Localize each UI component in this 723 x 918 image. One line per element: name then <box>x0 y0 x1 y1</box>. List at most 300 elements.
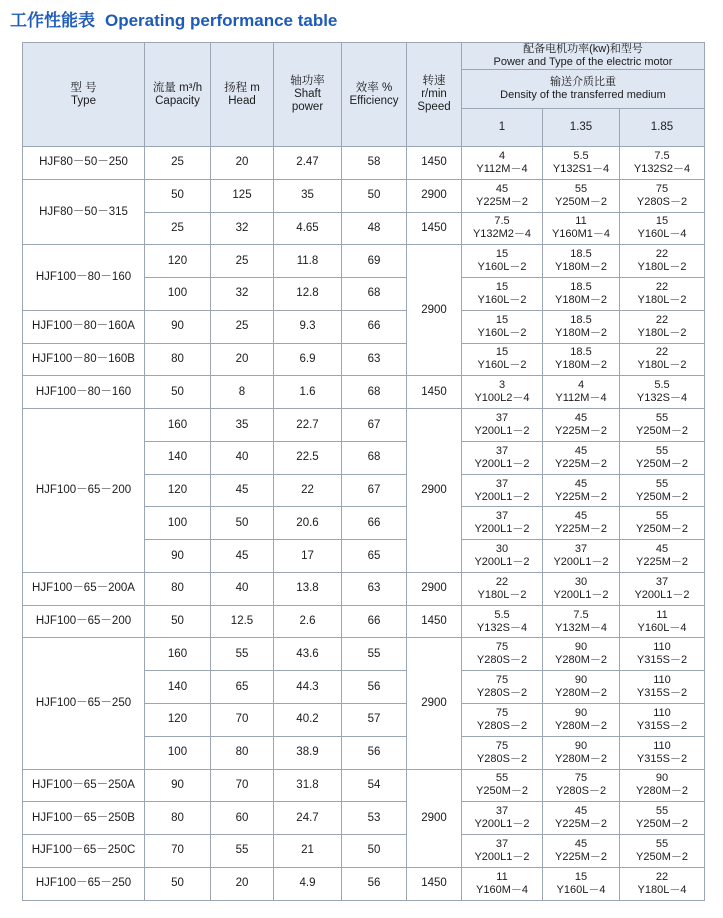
motor-cell <box>620 409 705 442</box>
motor-cell <box>543 409 620 442</box>
motor-cell <box>543 835 620 868</box>
motor-power: 7.5 <box>573 608 589 621</box>
model-cell: HJF100－80－160 <box>23 245 145 311</box>
motor-power: 18.5 <box>570 313 592 326</box>
shaft-power-cell: 22.7 <box>274 409 342 442</box>
motor-power: 11 <box>496 870 508 883</box>
motor-cell <box>543 376 620 409</box>
motor-model: Y180L－4 <box>637 883 687 896</box>
motor-power: 110 <box>653 674 671 687</box>
table-row <box>23 572 705 605</box>
motor-cell <box>543 474 620 507</box>
motor-cell <box>462 441 543 474</box>
motor-model: Y280M－2 <box>555 687 607 700</box>
motor-cell <box>543 802 620 835</box>
header-efficiency: 效率 % Efficiency <box>342 43 407 147</box>
motor-power: 55 <box>574 182 588 195</box>
motor-cell <box>462 605 543 638</box>
header-density: 输送介质比重 Density of the transferred medium <box>462 70 705 109</box>
motor-power: 110 <box>653 706 671 719</box>
capacity-cell: 120 <box>145 474 211 507</box>
head-cell: 25 <box>211 310 274 343</box>
motor-cell <box>620 310 705 343</box>
head-cell: 60 <box>211 802 274 835</box>
efficiency-cell: 48 <box>342 212 407 245</box>
shaft-power-cell: 2.47 <box>274 147 342 180</box>
efficiency-cell: 56 <box>342 867 407 900</box>
motor-model: Y200L1－2 <box>474 523 530 536</box>
head-cell: 70 <box>211 769 274 802</box>
shaft-power-cell: 4.65 <box>274 212 342 245</box>
motor-cell <box>462 802 543 835</box>
motor-model: Y132M－4 <box>555 621 607 634</box>
motor-power: 55 <box>655 477 669 490</box>
capacity-cell: 90 <box>145 769 211 802</box>
motor-model: Y180M－2 <box>555 326 607 339</box>
header-type: 型 号 Type <box>23 43 145 147</box>
motor-model: Y225M－2 <box>476 195 528 208</box>
table-row <box>23 638 705 671</box>
speed-cell: 2900 <box>407 769 462 867</box>
model-cell: HJF100－65－200 <box>23 605 145 638</box>
speed-cell: 2900 <box>407 245 462 376</box>
motor-model: Y180L－2 <box>637 359 687 372</box>
speed-cell: 1450 <box>407 867 462 900</box>
motor-power: 45 <box>495 182 509 195</box>
header-capacity: 流量 m³/h Capacity <box>145 43 211 147</box>
shaft-power-cell: 38.9 <box>274 736 342 769</box>
motor-power: 75 <box>495 739 509 752</box>
motor-power: 18.5 <box>570 280 592 293</box>
motor-cell <box>620 835 705 868</box>
motor-power: 22 <box>655 313 669 326</box>
motor-cell <box>462 245 543 278</box>
motor-model: Y200L1－2 <box>474 850 530 863</box>
speed-cell: 2900 <box>407 572 462 605</box>
motor-model: Y160L－4 <box>637 621 687 634</box>
motor-power: 30 <box>495 543 509 556</box>
motor-power: 45 <box>574 837 588 850</box>
head-cell: 25 <box>211 245 274 278</box>
motor-power: 22 <box>495 575 509 588</box>
motor-model: Y180M－2 <box>555 261 607 274</box>
efficiency-cell: 57 <box>342 704 407 737</box>
motor-cell <box>620 245 705 278</box>
motor-model: Y250M－2 <box>636 457 688 470</box>
motor-power: 15 <box>655 215 669 228</box>
model-cell: HJF100－80－160 <box>23 376 145 409</box>
capacity-cell: 80 <box>145 802 211 835</box>
shaft-power-cell: 9.3 <box>274 310 342 343</box>
page-title-en: Operating performance table <box>105 11 338 30</box>
motor-cell <box>462 507 543 540</box>
motor-model: Y200L1－2 <box>634 588 690 601</box>
capacity-cell: 140 <box>145 441 211 474</box>
capacity-cell: 90 <box>145 540 211 573</box>
motor-model: Y200L1－2 <box>474 490 530 503</box>
table-row <box>23 147 705 180</box>
header-density-1-35: 1.35 <box>543 109 620 147</box>
motor-cell <box>462 671 543 704</box>
motor-model: Y280S－2 <box>476 654 528 667</box>
motor-power: 55 <box>655 805 669 818</box>
motor-power: 37 <box>495 837 509 850</box>
head-cell: 12.5 <box>211 605 274 638</box>
capacity-cell: 50 <box>145 376 211 409</box>
motor-cell <box>543 310 620 343</box>
model-cell: HJF100－65－200 <box>23 409 145 573</box>
motor-cell <box>462 212 543 245</box>
motor-power: 55 <box>655 510 669 523</box>
motor-power: 22 <box>655 346 669 359</box>
head-cell: 45 <box>211 474 274 507</box>
head-cell: 32 <box>211 278 274 311</box>
head-cell: 55 <box>211 835 274 868</box>
efficiency-cell: 56 <box>342 671 407 704</box>
efficiency-cell: 66 <box>342 310 407 343</box>
motor-cell <box>543 867 620 900</box>
motor-model: Y180L－2 <box>637 261 687 274</box>
motor-model: Y280S－2 <box>476 719 528 732</box>
head-cell: 20 <box>211 343 274 376</box>
motor-cell <box>543 769 620 802</box>
motor-model: Y250M－2 <box>555 195 607 208</box>
motor-model: Y160L－2 <box>477 326 527 339</box>
motor-model: Y180L－2 <box>637 326 687 339</box>
motor-power: 3 <box>498 379 506 392</box>
table-row <box>23 310 705 343</box>
motor-power: 55 <box>655 444 669 457</box>
motor-power: 22 <box>655 870 669 883</box>
motor-cell <box>462 376 543 409</box>
motor-power: 110 <box>653 739 671 752</box>
motor-power: 75 <box>495 706 509 719</box>
header-motor: 配备电机功率(kw)和型号 Power and Type of the electric motor <box>462 43 705 70</box>
motor-model: Y200L1－2 <box>553 588 609 601</box>
motor-model: Y280S－2 <box>476 687 528 700</box>
motor-power: 90 <box>574 674 588 687</box>
motor-power: 55 <box>495 772 509 785</box>
motor-cell <box>543 507 620 540</box>
motor-power: 37 <box>495 805 509 818</box>
motor-power: 37 <box>495 412 509 424</box>
motor-cell <box>620 540 705 573</box>
motor-cell <box>462 540 543 573</box>
capacity-cell: 80 <box>145 343 211 376</box>
motor-cell <box>462 638 543 671</box>
motor-model: Y132M2－4 <box>472 228 532 241</box>
motor-power: 5.5 <box>573 149 589 162</box>
motor-power: 90 <box>574 641 588 654</box>
motor-cell <box>543 540 620 573</box>
motor-cell <box>543 704 620 737</box>
head-cell: 8 <box>211 376 274 409</box>
motor-cell <box>462 179 543 212</box>
head-cell: 40 <box>211 441 274 474</box>
capacity-cell: 50 <box>145 179 211 212</box>
motor-model: Y280S－2 <box>636 195 688 208</box>
motor-model: Y225M－2 <box>555 523 607 536</box>
speed-cell: 1450 <box>407 147 462 180</box>
motor-cell <box>543 343 620 376</box>
shaft-power-cell: 21 <box>274 835 342 868</box>
motor-cell <box>620 867 705 900</box>
motor-power: 30 <box>574 575 588 588</box>
motor-power: 22 <box>655 248 669 261</box>
efficiency-cell: 56 <box>342 736 407 769</box>
shaft-power-cell: 20.6 <box>274 507 342 540</box>
motor-power: 90 <box>574 706 588 719</box>
capacity-cell: 160 <box>145 638 211 671</box>
efficiency-cell: 54 <box>342 769 407 802</box>
motor-model: Y250M－2 <box>636 523 688 536</box>
model-cell: HJF100－65－250B <box>23 802 145 835</box>
efficiency-cell: 50 <box>342 835 407 868</box>
shaft-power-cell: 44.3 <box>274 671 342 704</box>
head-cell: 50 <box>211 507 274 540</box>
shaft-power-cell: 35 <box>274 179 342 212</box>
motor-model: Y180L－2 <box>637 293 687 306</box>
motor-model: Y160L－2 <box>477 293 527 306</box>
table-row <box>23 179 705 212</box>
motor-cell <box>462 736 543 769</box>
motor-model: Y200L1－2 <box>474 425 530 437</box>
head-cell: 32 <box>211 212 274 245</box>
efficiency-cell: 68 <box>342 376 407 409</box>
motor-power: 45 <box>574 477 588 490</box>
motor-cell <box>620 212 705 245</box>
motor-power: 37 <box>655 575 669 588</box>
shaft-power-cell: 6.9 <box>274 343 342 376</box>
motor-cell <box>620 704 705 737</box>
shaft-power-cell: 4.9 <box>274 867 342 900</box>
efficiency-cell: 58 <box>342 147 407 180</box>
motor-power: 4 <box>577 379 585 392</box>
motor-power: 55 <box>655 412 669 424</box>
motor-cell <box>462 474 543 507</box>
motor-power: 45 <box>655 543 669 556</box>
motor-power: 37 <box>495 477 509 490</box>
motor-power: 5.5 <box>654 379 670 392</box>
motor-power: 11 <box>656 608 668 621</box>
motor-power: 45 <box>574 412 588 424</box>
motor-cell <box>462 835 543 868</box>
efficiency-cell: 55 <box>342 638 407 671</box>
efficiency-cell: 69 <box>342 245 407 278</box>
capacity-cell: 25 <box>145 212 211 245</box>
head-cell: 35 <box>211 409 274 442</box>
motor-cell <box>620 572 705 605</box>
motor-cell <box>620 343 705 376</box>
capacity-cell: 120 <box>145 704 211 737</box>
motor-model: Y225M－2 <box>555 457 607 470</box>
capacity-cell: 100 <box>145 507 211 540</box>
motor-model: Y180M－2 <box>555 359 607 372</box>
motor-cell <box>462 343 543 376</box>
model-cell: HJF100－80－160B <box>23 343 145 376</box>
motor-power: 5.5 <box>494 608 510 621</box>
efficiency-cell: 67 <box>342 409 407 442</box>
motor-model: Y200L1－2 <box>474 818 530 831</box>
motor-power: 15 <box>495 248 509 261</box>
shaft-power-cell: 40.2 <box>274 704 342 737</box>
motor-model: Y225M－2 <box>555 818 607 831</box>
efficiency-cell: 68 <box>342 278 407 311</box>
header-density-1-85: 1.85 <box>620 109 705 147</box>
motor-cell <box>543 572 620 605</box>
shaft-power-cell: 2.6 <box>274 605 342 638</box>
page-title <box>10 6 347 31</box>
capacity-cell: 120 <box>145 245 211 278</box>
table-row <box>23 835 705 868</box>
model-cell: HJF100－65－250 <box>23 638 145 769</box>
motor-cell <box>620 769 705 802</box>
shaft-power-cell: 22 <box>274 474 342 507</box>
capacity-cell: 100 <box>145 736 211 769</box>
motor-model: Y112M－4 <box>555 392 607 405</box>
motor-cell <box>462 867 543 900</box>
motor-power: 75 <box>495 674 509 687</box>
motor-model: Y250M－2 <box>476 785 528 798</box>
header-head: 扬程 m Head <box>211 43 274 147</box>
speed-cell: 2900 <box>407 638 462 769</box>
motor-power: 18.5 <box>570 346 592 359</box>
model-cell: HJF80－50－250 <box>23 147 145 180</box>
motor-model: Y160M－4 <box>476 883 528 896</box>
motor-power: 15 <box>495 313 509 326</box>
motor-power: 75 <box>574 772 588 785</box>
motor-power: 7.5 <box>494 215 510 228</box>
efficiency-cell: 67 <box>342 474 407 507</box>
head-cell: 45 <box>211 540 274 573</box>
motor-cell <box>620 179 705 212</box>
efficiency-cell: 66 <box>342 605 407 638</box>
table-row <box>23 376 705 409</box>
motor-cell <box>462 704 543 737</box>
motor-model: Y250M－2 <box>636 818 688 831</box>
motor-model: Y315S－2 <box>636 654 688 667</box>
efficiency-cell: 66 <box>342 507 407 540</box>
motor-cell <box>620 474 705 507</box>
motor-cell <box>620 671 705 704</box>
efficiency-cell: 65 <box>342 540 407 573</box>
motor-power: 45 <box>574 510 588 523</box>
motor-model: Y225M－2 <box>555 490 607 503</box>
speed-cell: 1450 <box>407 212 462 245</box>
motor-cell <box>620 736 705 769</box>
table-row <box>23 769 705 802</box>
motor-model: Y132S1－4 <box>552 162 610 175</box>
motor-model: Y225M－2 <box>555 425 607 437</box>
motor-cell <box>543 179 620 212</box>
motor-power: 37 <box>495 510 509 523</box>
speed-cell: 2900 <box>407 179 462 212</box>
table-row <box>23 802 705 835</box>
efficiency-cell: 53 <box>342 802 407 835</box>
motor-cell <box>543 278 620 311</box>
head-cell: 40 <box>211 572 274 605</box>
motor-model: Y160L－2 <box>477 359 527 372</box>
header-shaft-power: 轴功率 Shaft power <box>274 43 342 147</box>
page-title-cn: 工作性能表 <box>10 11 95 30</box>
motor-model: Y160L－4 <box>556 883 606 896</box>
motor-cell <box>543 147 620 180</box>
efficiency-cell: 63 <box>342 343 407 376</box>
motor-model: Y180L－2 <box>477 588 527 601</box>
speed-cell: 2900 <box>407 409 462 573</box>
motor-model: Y112M－4 <box>476 162 528 175</box>
capacity-cell: 90 <box>145 310 211 343</box>
capacity-cell: 25 <box>145 147 211 180</box>
motor-model: Y250M－2 <box>636 850 688 863</box>
speed-cell: 1450 <box>407 376 462 409</box>
header-density-1: 1 <box>462 109 543 147</box>
motor-model: Y280S－2 <box>555 785 607 798</box>
motor-power: 15 <box>574 870 588 883</box>
efficiency-cell: 50 <box>342 179 407 212</box>
shaft-power-cell: 11.8 <box>274 245 342 278</box>
motor-cell <box>462 310 543 343</box>
motor-model: Y315S－2 <box>636 719 688 732</box>
motor-cell <box>462 409 543 442</box>
shaft-power-cell: 17 <box>274 540 342 573</box>
motor-cell <box>543 671 620 704</box>
table-row <box>23 409 705 442</box>
motor-model: Y132S2－4 <box>633 162 691 175</box>
motor-model: Y315S－2 <box>636 752 688 765</box>
motor-model: Y160L－2 <box>477 261 527 274</box>
model-cell: HJF100－65－250A <box>23 769 145 802</box>
motor-cell <box>543 736 620 769</box>
table-row <box>23 867 705 900</box>
motor-cell <box>620 376 705 409</box>
capacity-cell: 160 <box>145 409 211 442</box>
motor-power: 75 <box>495 641 509 654</box>
capacity-cell: 50 <box>145 867 211 900</box>
motor-cell <box>462 572 543 605</box>
motor-model: Y100L2－4 <box>474 392 530 405</box>
shaft-power-cell: 1.6 <box>274 376 342 409</box>
motor-power: 45 <box>574 805 588 818</box>
table-body <box>23 147 705 901</box>
motor-cell <box>543 638 620 671</box>
efficiency-cell: 63 <box>342 572 407 605</box>
motor-cell <box>543 245 620 278</box>
motor-model: Y250M－2 <box>636 425 688 437</box>
shaft-power-cell: 22.5 <box>274 441 342 474</box>
head-cell: 80 <box>211 736 274 769</box>
head-cell: 65 <box>211 671 274 704</box>
shaft-power-cell: 13.8 <box>274 572 342 605</box>
motor-model: Y225M－2 <box>555 850 607 863</box>
motor-cell <box>620 507 705 540</box>
motor-model: Y200L1－2 <box>553 556 609 569</box>
motor-power: 15 <box>495 280 509 293</box>
motor-power: 37 <box>495 444 509 457</box>
motor-model: Y250M－2 <box>636 490 688 503</box>
motor-power: 75 <box>655 182 669 195</box>
motor-power: 90 <box>655 772 669 785</box>
capacity-cell: 140 <box>145 671 211 704</box>
motor-model: Y280M－2 <box>555 654 607 667</box>
head-cell: 70 <box>211 704 274 737</box>
capacity-cell: 50 <box>145 605 211 638</box>
motor-cell <box>620 441 705 474</box>
motor-cell <box>543 441 620 474</box>
motor-power: 37 <box>574 543 588 556</box>
motor-model: Y160M1－4 <box>551 228 611 241</box>
motor-model: Y280M－2 <box>636 785 688 798</box>
